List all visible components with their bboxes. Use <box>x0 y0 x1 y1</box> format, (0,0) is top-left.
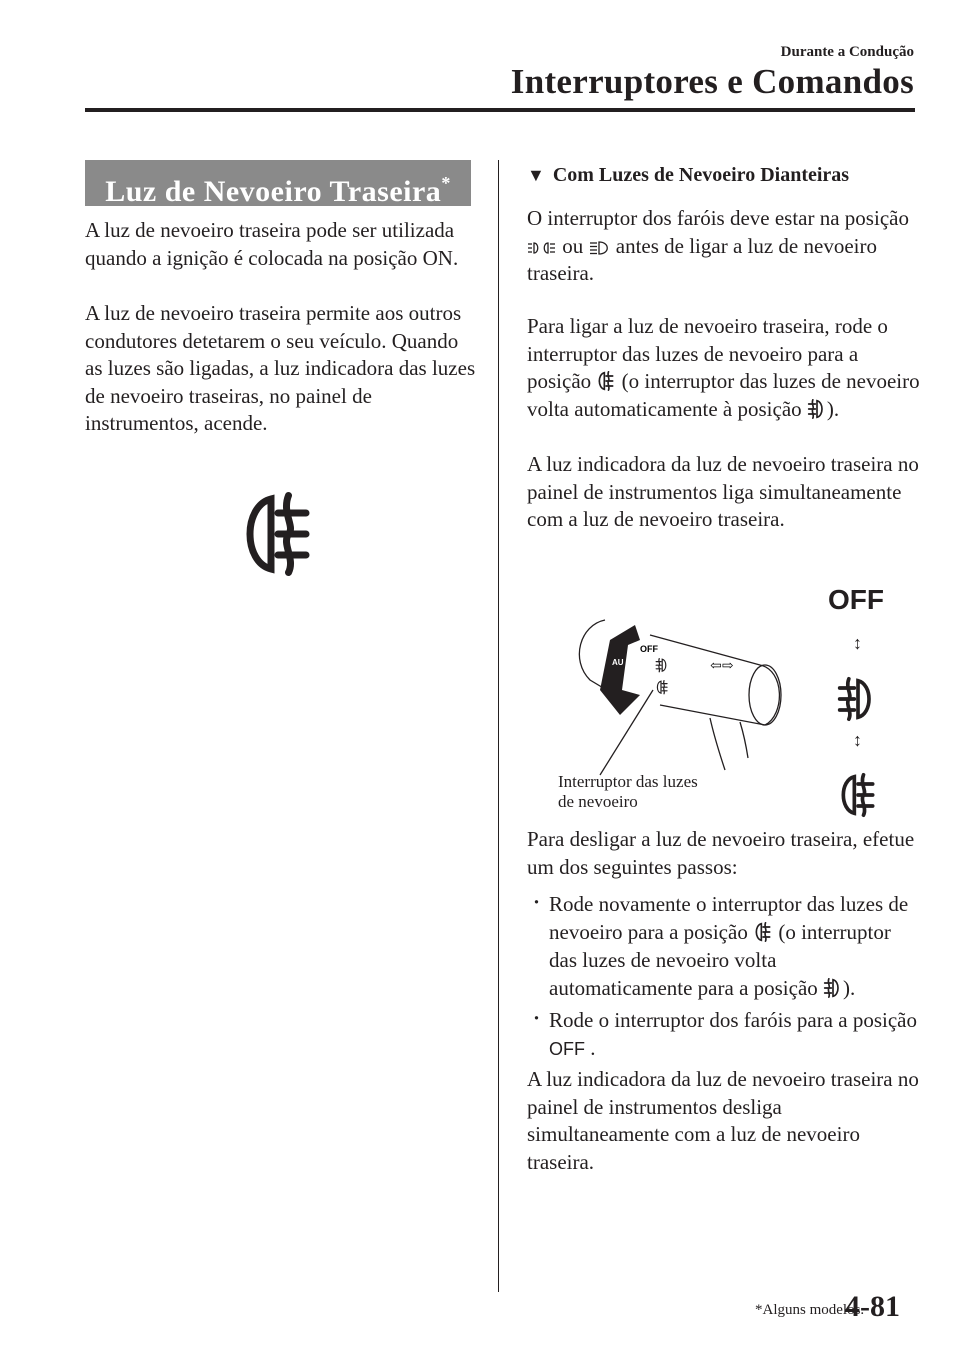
footnote: *Alguns modelos. <box>755 1302 865 1318</box>
off-position-text: OFF <box>549 1039 585 1059</box>
header-rule <box>85 108 915 112</box>
paragraph: A luz indicadora da luz de nevoeiro traseira no painel de instrumentos desliga simultaneamente com a luz de nevoeiro traseira. <box>527 1067 919 1174</box>
list-item: · Rode o interruptor dos faróis para a posição OFF . <box>527 1006 917 1063</box>
section-header: Durante a Condução <box>780 44 914 60</box>
front-fog-light-icon <box>807 399 827 419</box>
paragraph: O interruptor dos faróis deve estar na posição ou antes de ligar a luz de nevoeiro traseira. <box>527 206 909 286</box>
up-down-arrow-icon: ↕ <box>853 633 862 653</box>
switch-auto-text: AU <box>612 658 624 667</box>
list-item: · Rode novamente o interruptor das luzes de nevoeiro para a posição (o interruptor das luzes de nevoeiro volta automaticamente para a posição ). <box>527 890 917 1002</box>
paragraph: Para desligar a luz de nevoeiro traseira, efetue um dos seguintes passos: <box>527 827 915 879</box>
rear-fog-light-icon <box>657 681 667 694</box>
switch-off-text: OFF <box>640 644 658 654</box>
up-down-arrow-icon: ↕ <box>853 730 862 750</box>
section-title: Luz de Nevoeiro Traseira <box>105 175 442 208</box>
figure-caption: Interruptor das luzes de nevoeiro <box>558 772 698 811</box>
column-divider <box>498 160 499 1292</box>
fog-light-switch-illustration <box>560 610 790 780</box>
rear-fog-light-icon <box>236 488 320 580</box>
rear-fog-light-icon <box>753 922 773 942</box>
page-number: 4-81 <box>845 1290 900 1323</box>
front-fog-light-icon <box>656 659 666 672</box>
headlight-icon <box>589 240 611 256</box>
paragraph: A luz de nevoeiro traseira pode ser utilizada quando a ignição é colocada na posição ON. <box>85 218 459 270</box>
steps-list <box>527 890 917 1063</box>
parking-light-icon <box>527 240 557 256</box>
paragraph: Para ligar a luz de nevoeiro traseira, rode o interruptor das luzes de nevoeiro para a posição (o interruptor das luzes de nevoeiro volta automaticamente à posição ). <box>527 314 920 421</box>
turn-signal-icon: ⇦⇨ <box>710 659 734 674</box>
off-position-label: OFF <box>828 584 884 615</box>
front-fog-light-icon <box>836 676 880 722</box>
section-title-banner <box>85 160 471 206</box>
rear-fog-light-icon <box>596 371 616 391</box>
subheading: ▼ Com Luzes de Nevoeiro Dianteiras <box>527 164 850 186</box>
chapter-title: Interruptores e Comandos <box>510 62 914 101</box>
optional-mark: * <box>441 173 451 193</box>
rear-fog-light-icon <box>836 772 880 818</box>
front-fog-light-icon <box>823 978 843 998</box>
paragraph: A luz indicadora da luz de nevoeiro traseira no painel de instrumentos liga simultaneamente com a luz de nevoeiro traseira. <box>527 452 919 532</box>
triangle-marker-icon: ▼ <box>527 165 545 185</box>
paragraph: A luz de nevoeiro traseira permite aos outros condutores detetarem o seu veículo. Quando as luzes são ligadas, a luz indicadora das luzes de nevoeiro traseiras, no painel de instrumentos, acende. <box>85 301 476 436</box>
